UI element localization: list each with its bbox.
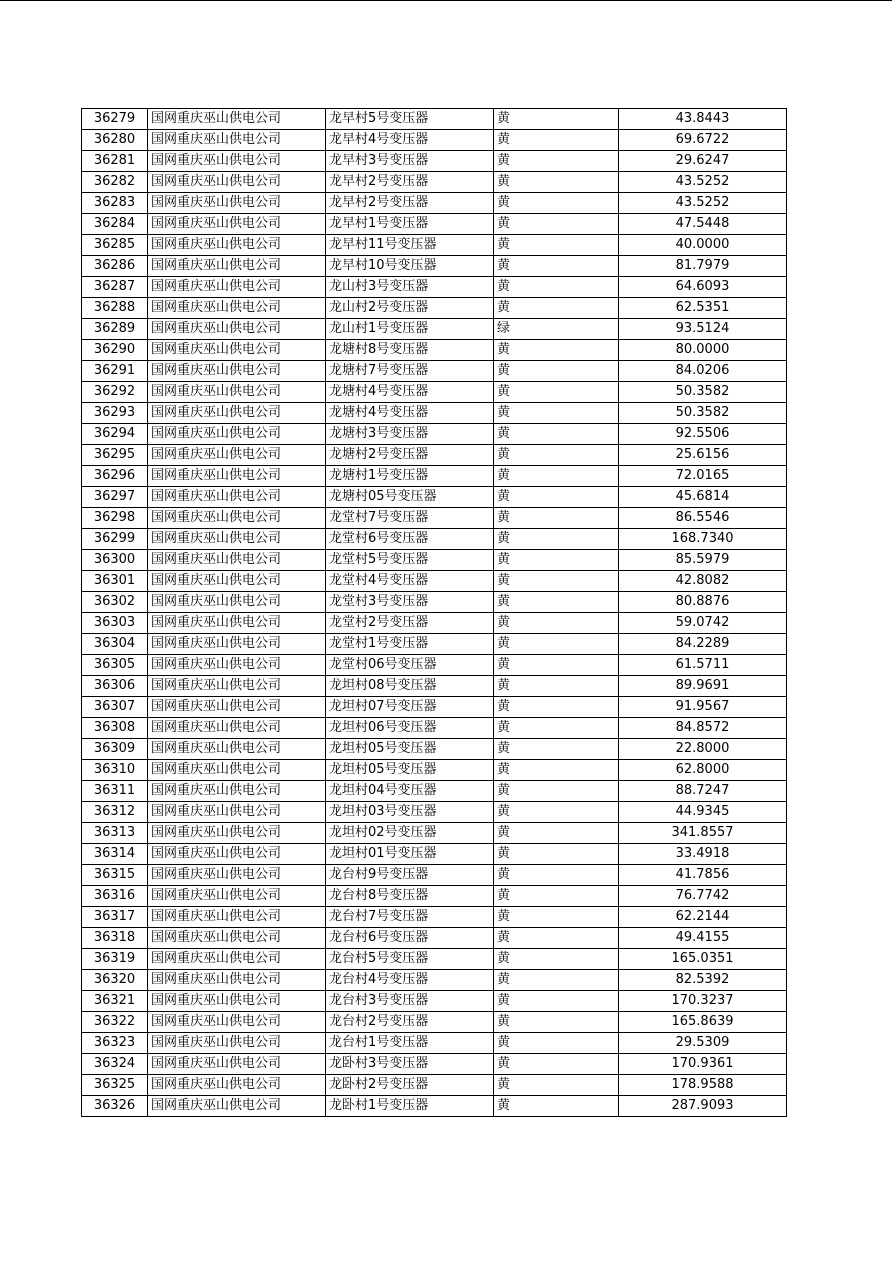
status-cell: 黄 bbox=[494, 466, 619, 487]
value-cell: 82.5392 bbox=[619, 970, 787, 991]
row-id-cell: 36310 bbox=[82, 760, 148, 781]
transformer-cell: 龙台村6号变压器 bbox=[326, 928, 494, 949]
table-row bbox=[82, 109, 787, 130]
value-cell: 168.7340 bbox=[619, 529, 787, 550]
value-cell: 72.0165 bbox=[619, 466, 787, 487]
table-row bbox=[82, 1012, 787, 1033]
value-cell: 76.7742 bbox=[619, 886, 787, 907]
company-cell: 国网重庆巫山供电公司 bbox=[148, 571, 326, 592]
transformer-cell: 龙塘村2号变压器 bbox=[326, 445, 494, 466]
row-id-cell: 36326 bbox=[82, 1096, 148, 1117]
transformer-table bbox=[81, 108, 787, 1117]
value-cell: 88.7247 bbox=[619, 781, 787, 802]
value-cell: 25.6156 bbox=[619, 445, 787, 466]
table-row bbox=[82, 991, 787, 1012]
status-cell: 黄 bbox=[494, 151, 619, 172]
status-cell: 黄 bbox=[494, 739, 619, 760]
value-cell: 341.8557 bbox=[619, 823, 787, 844]
row-id-cell: 36321 bbox=[82, 991, 148, 1012]
row-id-cell: 36307 bbox=[82, 697, 148, 718]
row-id-cell: 36320 bbox=[82, 970, 148, 991]
status-cell: 黄 bbox=[494, 1054, 619, 1075]
table-row bbox=[82, 802, 787, 823]
row-id-cell: 36301 bbox=[82, 571, 148, 592]
table-row bbox=[82, 781, 787, 802]
value-cell: 91.9567 bbox=[619, 697, 787, 718]
table-row bbox=[82, 508, 787, 529]
company-cell: 国网重庆巫山供电公司 bbox=[148, 130, 326, 151]
value-cell: 84.8572 bbox=[619, 718, 787, 739]
table-row bbox=[82, 382, 787, 403]
row-id-cell: 36279 bbox=[82, 109, 148, 130]
table-row bbox=[82, 592, 787, 613]
row-id-cell: 36299 bbox=[82, 529, 148, 550]
transformer-cell: 龙坦村06号变压器 bbox=[326, 718, 494, 739]
status-cell: 黄 bbox=[494, 592, 619, 613]
transformer-cell: 龙堂村3号变压器 bbox=[326, 592, 494, 613]
transformer-cell: 龙早村5号变压器 bbox=[326, 109, 494, 130]
value-cell: 43.5252 bbox=[619, 193, 787, 214]
transformer-cell: 龙早村10号变压器 bbox=[326, 256, 494, 277]
table-row bbox=[82, 130, 787, 151]
row-id-cell: 36291 bbox=[82, 361, 148, 382]
transformer-cell: 龙山村3号变压器 bbox=[326, 277, 494, 298]
page-top-border bbox=[0, 0, 892, 1]
transformer-cell: 龙塘村4号变压器 bbox=[326, 382, 494, 403]
value-cell: 62.8000 bbox=[619, 760, 787, 781]
table-row bbox=[82, 298, 787, 319]
transformer-cell: 龙台村4号变压器 bbox=[326, 970, 494, 991]
row-id-cell: 36306 bbox=[82, 676, 148, 697]
transformer-cell: 龙卧村1号变压器 bbox=[326, 1096, 494, 1117]
status-cell: 黄 bbox=[494, 550, 619, 571]
table-row bbox=[82, 970, 787, 991]
row-id-cell: 36322 bbox=[82, 1012, 148, 1033]
company-cell: 国网重庆巫山供电公司 bbox=[148, 760, 326, 781]
transformer-cell: 龙早村11号变压器 bbox=[326, 235, 494, 256]
transformer-cell: 龙早村4号变压器 bbox=[326, 130, 494, 151]
row-id-cell: 36298 bbox=[82, 508, 148, 529]
table-row bbox=[82, 928, 787, 949]
value-cell: 178.9588 bbox=[619, 1075, 787, 1096]
row-id-cell: 36308 bbox=[82, 718, 148, 739]
table-row bbox=[82, 886, 787, 907]
company-cell: 国网重庆巫山供电公司 bbox=[148, 193, 326, 214]
table-row bbox=[82, 571, 787, 592]
value-cell: 61.5711 bbox=[619, 655, 787, 676]
value-cell: 43.8443 bbox=[619, 109, 787, 130]
value-cell: 40.0000 bbox=[619, 235, 787, 256]
row-id-cell: 36319 bbox=[82, 949, 148, 970]
table-row bbox=[82, 823, 787, 844]
transformer-cell: 龙台村1号变压器 bbox=[326, 1033, 494, 1054]
row-id-cell: 36315 bbox=[82, 865, 148, 886]
transformer-cell: 龙坦村05号变压器 bbox=[326, 760, 494, 781]
status-cell: 黄 bbox=[494, 676, 619, 697]
status-cell: 黄 bbox=[494, 508, 619, 529]
value-cell: 49.4155 bbox=[619, 928, 787, 949]
table-body bbox=[82, 109, 787, 1117]
company-cell: 国网重庆巫山供电公司 bbox=[148, 298, 326, 319]
row-id-cell: 36280 bbox=[82, 130, 148, 151]
table-row bbox=[82, 718, 787, 739]
value-cell: 50.3582 bbox=[619, 403, 787, 424]
status-cell: 黄 bbox=[494, 907, 619, 928]
value-cell: 62.5351 bbox=[619, 298, 787, 319]
transformer-cell: 龙台村7号变压器 bbox=[326, 907, 494, 928]
company-cell: 国网重庆巫山供电公司 bbox=[148, 487, 326, 508]
value-cell: 170.3237 bbox=[619, 991, 787, 1012]
table-row bbox=[82, 193, 787, 214]
company-cell: 国网重庆巫山供电公司 bbox=[148, 382, 326, 403]
row-id-cell: 36297 bbox=[82, 487, 148, 508]
row-id-cell: 36304 bbox=[82, 634, 148, 655]
status-cell: 黄 bbox=[494, 697, 619, 718]
row-id-cell: 36300 bbox=[82, 550, 148, 571]
value-cell: 59.0742 bbox=[619, 613, 787, 634]
row-id-cell: 36286 bbox=[82, 256, 148, 277]
transformer-cell: 龙早村1号变压器 bbox=[326, 214, 494, 235]
company-cell: 国网重庆巫山供电公司 bbox=[148, 424, 326, 445]
value-cell: 29.6247 bbox=[619, 151, 787, 172]
row-id-cell: 36289 bbox=[82, 319, 148, 340]
row-id-cell: 36293 bbox=[82, 403, 148, 424]
company-cell: 国网重庆巫山供电公司 bbox=[148, 718, 326, 739]
transformer-cell: 龙早村2号变压器 bbox=[326, 172, 494, 193]
company-cell: 国网重庆巫山供电公司 bbox=[148, 634, 326, 655]
value-cell: 84.0206 bbox=[619, 361, 787, 382]
status-cell: 黄 bbox=[494, 1096, 619, 1117]
table-row bbox=[82, 613, 787, 634]
status-cell: 黄 bbox=[494, 655, 619, 676]
value-cell: 287.9093 bbox=[619, 1096, 787, 1117]
status-cell: 黄 bbox=[494, 844, 619, 865]
value-cell: 69.6722 bbox=[619, 130, 787, 151]
company-cell: 国网重庆巫山供电公司 bbox=[148, 991, 326, 1012]
row-id-cell: 36313 bbox=[82, 823, 148, 844]
table-row bbox=[82, 319, 787, 340]
value-cell: 29.5309 bbox=[619, 1033, 787, 1054]
table-row bbox=[82, 151, 787, 172]
transformer-cell: 龙坦村02号变压器 bbox=[326, 823, 494, 844]
transformer-cell: 龙早村2号变压器 bbox=[326, 193, 494, 214]
value-cell: 89.9691 bbox=[619, 676, 787, 697]
table-row bbox=[82, 235, 787, 256]
company-cell: 国网重庆巫山供电公司 bbox=[148, 886, 326, 907]
status-cell: 黄 bbox=[494, 1033, 619, 1054]
row-id-cell: 36290 bbox=[82, 340, 148, 361]
company-cell: 国网重庆巫山供电公司 bbox=[148, 109, 326, 130]
row-id-cell: 36318 bbox=[82, 928, 148, 949]
company-cell: 国网重庆巫山供电公司 bbox=[148, 907, 326, 928]
row-id-cell: 36325 bbox=[82, 1075, 148, 1096]
value-cell: 80.0000 bbox=[619, 340, 787, 361]
value-cell: 85.5979 bbox=[619, 550, 787, 571]
row-id-cell: 36284 bbox=[82, 214, 148, 235]
company-cell: 国网重庆巫山供电公司 bbox=[148, 550, 326, 571]
row-id-cell: 36295 bbox=[82, 445, 148, 466]
value-cell: 42.8082 bbox=[619, 571, 787, 592]
status-cell: 黄 bbox=[494, 214, 619, 235]
transformer-cell: 龙堂村5号变压器 bbox=[326, 550, 494, 571]
value-cell: 86.5546 bbox=[619, 508, 787, 529]
table-row bbox=[82, 172, 787, 193]
company-cell: 国网重庆巫山供电公司 bbox=[148, 865, 326, 886]
status-cell: 黄 bbox=[494, 781, 619, 802]
company-cell: 国网重庆巫山供电公司 bbox=[148, 319, 326, 340]
value-cell: 165.0351 bbox=[619, 949, 787, 970]
transformer-cell: 龙堂村1号变压器 bbox=[326, 634, 494, 655]
table-row bbox=[82, 466, 787, 487]
table-row bbox=[82, 1075, 787, 1096]
table-row bbox=[82, 424, 787, 445]
transformer-cell: 龙塘村4号变压器 bbox=[326, 403, 494, 424]
table-row bbox=[82, 655, 787, 676]
transformer-cell: 龙台村8号变压器 bbox=[326, 886, 494, 907]
row-id-cell: 36292 bbox=[82, 382, 148, 403]
transformer-cell: 龙坦村05号变压器 bbox=[326, 739, 494, 760]
company-cell: 国网重庆巫山供电公司 bbox=[148, 613, 326, 634]
value-cell: 170.9361 bbox=[619, 1054, 787, 1075]
row-id-cell: 36296 bbox=[82, 466, 148, 487]
status-cell: 黄 bbox=[494, 298, 619, 319]
transformer-cell: 龙台村3号变压器 bbox=[326, 991, 494, 1012]
transformer-cell: 龙台村5号变压器 bbox=[326, 949, 494, 970]
table-row bbox=[82, 844, 787, 865]
status-cell: 黄 bbox=[494, 382, 619, 403]
value-cell: 50.3582 bbox=[619, 382, 787, 403]
value-cell: 92.5506 bbox=[619, 424, 787, 445]
transformer-cell: 龙堂村7号变压器 bbox=[326, 508, 494, 529]
transformer-cell: 龙堂村2号变压器 bbox=[326, 613, 494, 634]
table-row bbox=[82, 256, 787, 277]
table-row bbox=[82, 697, 787, 718]
table-row bbox=[82, 739, 787, 760]
status-cell: 黄 bbox=[494, 865, 619, 886]
transformer-cell: 龙塘村7号变压器 bbox=[326, 361, 494, 382]
company-cell: 国网重庆巫山供电公司 bbox=[148, 361, 326, 382]
table-row bbox=[82, 403, 787, 424]
value-cell: 165.8639 bbox=[619, 1012, 787, 1033]
company-cell: 国网重庆巫山供电公司 bbox=[148, 1096, 326, 1117]
row-id-cell: 36303 bbox=[82, 613, 148, 634]
transformer-cell: 龙坦村07号变压器 bbox=[326, 697, 494, 718]
value-cell: 93.5124 bbox=[619, 319, 787, 340]
table-row bbox=[82, 361, 787, 382]
table-row bbox=[82, 760, 787, 781]
value-cell: 62.2144 bbox=[619, 907, 787, 928]
transformer-cell: 龙台村9号变压器 bbox=[326, 865, 494, 886]
status-cell: 黄 bbox=[494, 256, 619, 277]
status-cell: 黄 bbox=[494, 571, 619, 592]
value-cell: 47.5448 bbox=[619, 214, 787, 235]
table-row bbox=[82, 550, 787, 571]
value-cell: 45.6814 bbox=[619, 487, 787, 508]
company-cell: 国网重庆巫山供电公司 bbox=[148, 1033, 326, 1054]
company-cell: 国网重庆巫山供电公司 bbox=[148, 172, 326, 193]
status-cell: 黄 bbox=[494, 403, 619, 424]
table-row bbox=[82, 1033, 787, 1054]
company-cell: 国网重庆巫山供电公司 bbox=[148, 655, 326, 676]
status-cell: 黄 bbox=[494, 991, 619, 1012]
value-cell: 64.6093 bbox=[619, 277, 787, 298]
transformer-cell: 龙塘村05号变压器 bbox=[326, 487, 494, 508]
row-id-cell: 36309 bbox=[82, 739, 148, 760]
company-cell: 国网重庆巫山供电公司 bbox=[148, 256, 326, 277]
table-row bbox=[82, 634, 787, 655]
company-cell: 国网重庆巫山供电公司 bbox=[148, 214, 326, 235]
status-cell: 黄 bbox=[494, 760, 619, 781]
status-cell: 黄 bbox=[494, 172, 619, 193]
row-id-cell: 36323 bbox=[82, 1033, 148, 1054]
row-id-cell: 36281 bbox=[82, 151, 148, 172]
value-cell: 22.8000 bbox=[619, 739, 787, 760]
status-cell: 黄 bbox=[494, 277, 619, 298]
transformer-cell: 龙塘村1号变压器 bbox=[326, 466, 494, 487]
value-cell: 84.2289 bbox=[619, 634, 787, 655]
status-cell: 黄 bbox=[494, 235, 619, 256]
company-cell: 国网重庆巫山供电公司 bbox=[148, 340, 326, 361]
value-cell: 33.4918 bbox=[619, 844, 787, 865]
transformer-cell: 龙坦村04号变压器 bbox=[326, 781, 494, 802]
value-cell: 44.9345 bbox=[619, 802, 787, 823]
status-cell: 黄 bbox=[494, 802, 619, 823]
status-cell: 黄 bbox=[494, 718, 619, 739]
company-cell: 国网重庆巫山供电公司 bbox=[148, 802, 326, 823]
value-cell: 43.5252 bbox=[619, 172, 787, 193]
company-cell: 国网重庆巫山供电公司 bbox=[148, 235, 326, 256]
company-cell: 国网重庆巫山供电公司 bbox=[148, 697, 326, 718]
row-id-cell: 36314 bbox=[82, 844, 148, 865]
company-cell: 国网重庆巫山供电公司 bbox=[148, 823, 326, 844]
transformer-cell: 龙卧村3号变压器 bbox=[326, 1054, 494, 1075]
status-cell: 黄 bbox=[494, 928, 619, 949]
row-id-cell: 36311 bbox=[82, 781, 148, 802]
table-row bbox=[82, 214, 787, 235]
status-cell: 绿 bbox=[494, 319, 619, 340]
company-cell: 国网重庆巫山供电公司 bbox=[148, 970, 326, 991]
company-cell: 国网重庆巫山供电公司 bbox=[148, 151, 326, 172]
status-cell: 黄 bbox=[494, 529, 619, 550]
status-cell: 黄 bbox=[494, 487, 619, 508]
transformer-cell: 龙坦村03号变压器 bbox=[326, 802, 494, 823]
row-id-cell: 36316 bbox=[82, 886, 148, 907]
company-cell: 国网重庆巫山供电公司 bbox=[148, 277, 326, 298]
row-id-cell: 36312 bbox=[82, 802, 148, 823]
table-row bbox=[82, 1096, 787, 1117]
company-cell: 国网重庆巫山供电公司 bbox=[148, 508, 326, 529]
table-row bbox=[82, 865, 787, 886]
status-cell: 黄 bbox=[494, 949, 619, 970]
transformer-cell: 龙山村2号变压器 bbox=[326, 298, 494, 319]
company-cell: 国网重庆巫山供电公司 bbox=[148, 928, 326, 949]
company-cell: 国网重庆巫山供电公司 bbox=[148, 1054, 326, 1075]
row-id-cell: 36285 bbox=[82, 235, 148, 256]
table-row bbox=[82, 907, 787, 928]
transformer-cell: 龙堂村06号变压器 bbox=[326, 655, 494, 676]
table-row bbox=[82, 340, 787, 361]
company-cell: 国网重庆巫山供电公司 bbox=[148, 949, 326, 970]
status-cell: 黄 bbox=[494, 613, 619, 634]
company-cell: 国网重庆巫山供电公司 bbox=[148, 1075, 326, 1096]
row-id-cell: 36324 bbox=[82, 1054, 148, 1075]
company-cell: 国网重庆巫山供电公司 bbox=[148, 1012, 326, 1033]
company-cell: 国网重庆巫山供电公司 bbox=[148, 592, 326, 613]
transformer-cell: 龙堂村6号变压器 bbox=[326, 529, 494, 550]
status-cell: 黄 bbox=[494, 340, 619, 361]
table-row bbox=[82, 277, 787, 298]
company-cell: 国网重庆巫山供电公司 bbox=[148, 403, 326, 424]
table-row bbox=[82, 445, 787, 466]
status-cell: 黄 bbox=[494, 445, 619, 466]
row-id-cell: 36317 bbox=[82, 907, 148, 928]
company-cell: 国网重庆巫山供电公司 bbox=[148, 445, 326, 466]
status-cell: 黄 bbox=[494, 109, 619, 130]
transformer-cell: 龙塘村8号变压器 bbox=[326, 340, 494, 361]
transformer-cell: 龙早村3号变压器 bbox=[326, 151, 494, 172]
table-row bbox=[82, 1054, 787, 1075]
status-cell: 黄 bbox=[494, 193, 619, 214]
value-cell: 80.8876 bbox=[619, 592, 787, 613]
transformer-cell: 龙台村2号变压器 bbox=[326, 1012, 494, 1033]
row-id-cell: 36305 bbox=[82, 655, 148, 676]
status-cell: 黄 bbox=[494, 886, 619, 907]
status-cell: 黄 bbox=[494, 970, 619, 991]
table-row bbox=[82, 676, 787, 697]
value-cell: 41.7856 bbox=[619, 865, 787, 886]
row-id-cell: 36294 bbox=[82, 424, 148, 445]
table-row bbox=[82, 487, 787, 508]
status-cell: 黄 bbox=[494, 823, 619, 844]
row-id-cell: 36287 bbox=[82, 277, 148, 298]
company-cell: 国网重庆巫山供电公司 bbox=[148, 739, 326, 760]
status-cell: 黄 bbox=[494, 130, 619, 151]
transformer-cell: 龙堂村4号变压器 bbox=[326, 571, 494, 592]
company-cell: 国网重庆巫山供电公司 bbox=[148, 676, 326, 697]
transformer-cell: 龙山村1号变压器 bbox=[326, 319, 494, 340]
status-cell: 黄 bbox=[494, 424, 619, 445]
company-cell: 国网重庆巫山供电公司 bbox=[148, 844, 326, 865]
transformer-cell: 龙塘村3号变压器 bbox=[326, 424, 494, 445]
row-id-cell: 36283 bbox=[82, 193, 148, 214]
table-row bbox=[82, 529, 787, 550]
table-row bbox=[82, 949, 787, 970]
company-cell: 国网重庆巫山供电公司 bbox=[148, 466, 326, 487]
row-id-cell: 36302 bbox=[82, 592, 148, 613]
transformer-cell: 龙坦村01号变压器 bbox=[326, 844, 494, 865]
company-cell: 国网重庆巫山供电公司 bbox=[148, 781, 326, 802]
value-cell: 81.7979 bbox=[619, 256, 787, 277]
company-cell: 国网重庆巫山供电公司 bbox=[148, 529, 326, 550]
row-id-cell: 36282 bbox=[82, 172, 148, 193]
status-cell: 黄 bbox=[494, 361, 619, 382]
status-cell: 黄 bbox=[494, 1012, 619, 1033]
row-id-cell: 36288 bbox=[82, 298, 148, 319]
transformer-cell: 龙卧村2号变压器 bbox=[326, 1075, 494, 1096]
status-cell: 黄 bbox=[494, 1075, 619, 1096]
transformer-cell: 龙坦村08号变压器 bbox=[326, 676, 494, 697]
status-cell: 黄 bbox=[494, 634, 619, 655]
